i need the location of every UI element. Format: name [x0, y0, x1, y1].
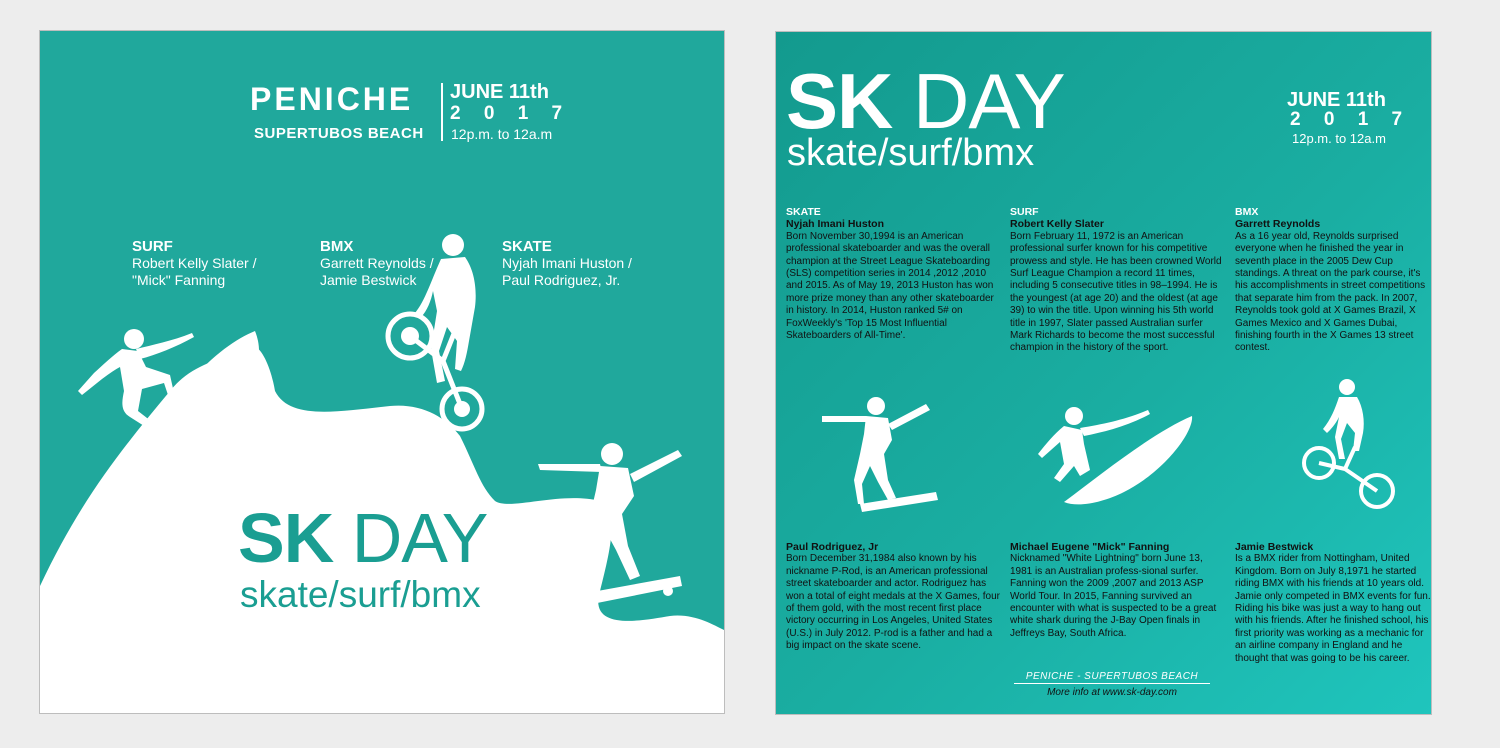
back-date: JUNE 11th [1287, 89, 1386, 111]
event-beach: SUPERTUBOS BEACH [254, 125, 424, 142]
bio-category: SURF [1010, 206, 1039, 218]
title-bold: SK [786, 57, 893, 145]
front-flyer [39, 30, 725, 714]
event-subtitle: skate/surf/bmx [240, 574, 481, 615]
back-time: 12p.m. to 12a.m [1292, 131, 1386, 146]
category-surf [132, 238, 257, 289]
title-bold: SK [238, 499, 334, 577]
bio-name: Garrett Reynolds [1235, 218, 1321, 231]
bio-category: SKATE [786, 206, 821, 218]
skater-silhouette-icon [530, 436, 710, 636]
bio-text: Born November 30,1994 is an American professional skateboarder and was the overall champion at the Street League Skateboarding (SLS) competition series in 2014 ,2012 ,2010 and 2015. As of May 19, 2013 Huston has won more prize money than any other skateboarder in history. In 2014, Huston ranked 5# on FoxWeekly's 'Top 15 Most Influential Skateboarders of All-Time'. [786, 230, 994, 342]
category-heading: SURF [132, 238, 173, 255]
back-year: 2 0 1 7 [1290, 109, 1412, 130]
category-bmx [320, 238, 434, 289]
category-line: Garrett Reynolds / [320, 255, 434, 271]
bio-column-paul [786, 541, 1000, 653]
title-thin: DAY [913, 57, 1065, 145]
event-date: JUNE 11th [450, 81, 549, 103]
event-title [238, 498, 487, 578]
skater-silhouette-icon [816, 392, 946, 512]
event-time: 12p.m. to 12a.m [451, 126, 553, 142]
bio-column-skate [786, 206, 1000, 342]
event-year: 2 0 1 7 [450, 103, 572, 124]
bio-column-bmx [1235, 206, 1432, 355]
category-line: Jamie Bestwick [320, 272, 417, 288]
bio-category: BMX [1235, 206, 1259, 218]
category-skate [502, 238, 632, 289]
footer-location: PENICHE - SUPERTUBOS BEACH [1025, 671, 1199, 682]
category-line: Paul Rodriguez, Jr. [502, 272, 621, 288]
bio-column-mick [1010, 541, 1224, 640]
footer-link[interactable]: More info at www.sk-day.com [1047, 687, 1177, 698]
bio-name: Michael Eugene "Mick" Fanning [1010, 541, 1170, 553]
bio-column-jamie [1235, 541, 1432, 665]
category-heading: BMX [320, 238, 354, 255]
bio-name: Jamie Bestwick [1235, 541, 1314, 553]
event-location: PENICHE [250, 81, 414, 117]
category-line: Nyjah Imani Huston / [502, 255, 632, 271]
back-flyer [775, 31, 1432, 715]
bmx-rider-silhouette-icon [1301, 377, 1401, 522]
bio-text: Born February 11, 1972 is an American professional surfer known for his competitive prowess and style. He has been crowned World Surf League Champion a record 11 times, including 5 consecutive titles in 98–1994. He is the youngest (at age 20) and the oldest (at age 39) to win the title. Upon winning his 5th world title in 1997, Slater passed Australian surfer Mark Richards to become the most successful champion in the history of the sport. [1010, 230, 1222, 354]
back-subtitle: skate/surf/bmx [787, 132, 1035, 174]
surfer-silhouette-icon [72, 321, 202, 451]
bio-text: Born December 31,1984 also known by his nickname P-Rod, is an American professional street skateboarder and actor. Rodriguez has won a total of eight medals at the X Games, four of them gold, with the most recent first place victory occurring in Los Angeles, United States (U.S.) in July 2012. P-rod is a father and had a big impact on the skate scene. [786, 553, 1001, 652]
bio-text: As a 16 year old, Reynolds surprised everyone when he finished the year in seventh place in the 2005 Dew Cup standings. A threat on the park course, it's his accomplishments in street competitions that separate him from the pack. In 2007, Reynolds took gold at X Games Brazil, X Games Mexico and X Games Dubai, finishing fourth in the X Games 13 street contest. [1235, 230, 1426, 354]
bio-name: Robert Kelly Slater [1010, 218, 1104, 231]
bio-text: Nicknamed "White Lightning" born June 13, 1981 is an Australian profess-sional surfer. Fanning won the 2009 ,2007 and 2013 ASP World Tour. In 2015, Fanning survived an encounter with what is suspected to be a great white shark during the J-Bay Open finals in Jeffreys Bay, South Africa. [1010, 553, 1217, 639]
category-line: "Mick" Fanning [132, 272, 226, 288]
category-line: Robert Kelly Slater / [132, 255, 257, 271]
footer-divider [1014, 683, 1210, 684]
surfer-silhouette-icon [1024, 402, 1194, 512]
bio-column-surf [1010, 206, 1224, 355]
bio-name: Nyjah Imani Huston [786, 218, 885, 231]
bio-name: Paul Rodriguez, Jr [786, 541, 879, 553]
header-divider [441, 83, 443, 141]
category-heading: SKATE [502, 238, 552, 255]
bio-text: Is a BMX rider from Nottingham, United Kingdom. Born on July 8,1971 he started riding BMX with his friends at 10 years old. Jamie only competed in BMX events for fun. Riding his bike was just a way to hang out with his friends. After he finished school, his first priority was working as a mechanic for an airline company in England and he thought that was going to be his career. [1235, 553, 1431, 664]
title-thin: DAY [351, 499, 488, 577]
